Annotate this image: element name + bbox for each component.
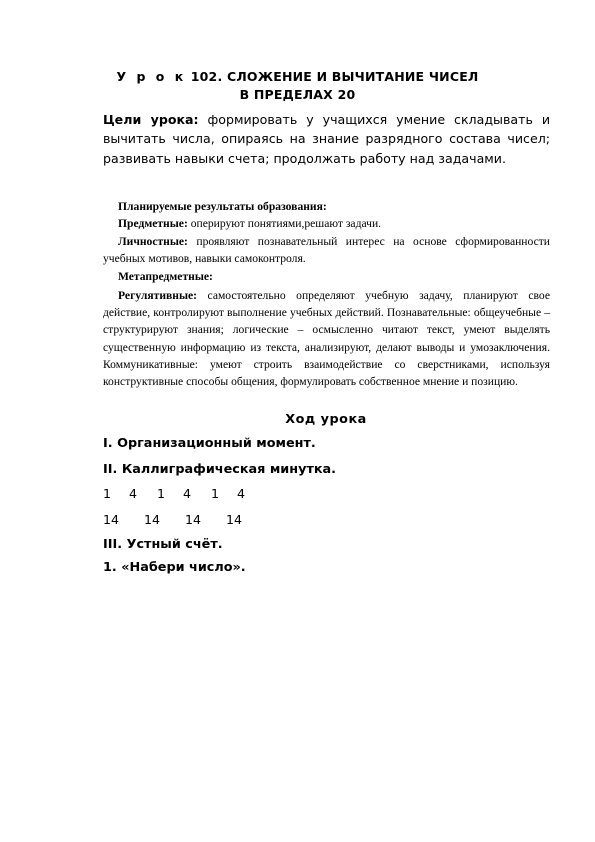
regulative-text: самостоятельно определяют учебную задачу, планируют свое действие, контролируют выполнение учебных действий. Познавательные: общеучебные – структурируют знания; логические – осмысленно читают текст, умеют выделять существенную информацию из текста, анализируют, делают выводы и умозаключения. Коммуникативные: умеют строить взаимодействие со сверстниками, используя конструктивные способы общения, формулировать собственное мнение и позицию. [103, 289, 550, 389]
digit: 4 [183, 486, 192, 501]
regulative-results [103, 287, 550, 390]
task-dial-number: 1. «Набери число». [103, 560, 246, 575]
digit: 1 [103, 486, 112, 501]
planned-results-heading: Планируемые результаты образования: [118, 200, 327, 213]
number: 14 [103, 512, 120, 527]
number: 14 [144, 512, 161, 527]
personal-label: Личностные: [118, 235, 188, 248]
stage-calligraphy: II. Каллиграфическая минутка. [103, 462, 337, 477]
subject-label: Предметные: [118, 217, 188, 230]
goals-text: формировать у учащихся умение складывать и вычитать числа, опираясь на знание разрядного состава чисел; развивать навыки счета; продолжать работу над задачами. [103, 112, 551, 166]
number: 14 [185, 512, 202, 527]
subject-results [103, 215, 550, 232]
number: 14 [226, 512, 243, 527]
personal-results [103, 233, 550, 267]
digit: 1 [211, 486, 220, 501]
personal-text: проявляют познавательный интерес на основе сформированности учебных мотивов, навыки самоконтроля. [103, 235, 550, 266]
digit: 4 [129, 486, 138, 501]
stage-organizational: I. Организационный момент. [103, 436, 316, 451]
digit: 4 [237, 486, 246, 501]
lesson-goals [103, 110, 550, 168]
regulative-label: Регулятивные: [118, 289, 197, 302]
meta-heading: Метапредметные: [118, 270, 213, 283]
lesson-title-line2: В ПРЕДЕЛАХ 20 [239, 87, 356, 102]
lesson-topic: 102. СЛОЖЕНИЕ И ВЫЧИТАНИЕ ЧИСЕЛ [186, 69, 479, 84]
digit: 1 [157, 486, 166, 501]
lesson-word: У р о к [116, 69, 187, 84]
subject-text: оперируют понятиями,решают задачи. [187, 217, 382, 230]
lesson-course-heading: Ход урока [285, 412, 367, 427]
goals-label: Цели урока: [103, 112, 199, 127]
lesson-title-line1 [0, 69, 595, 84]
stage-oral-count: III. Устный счёт. [103, 537, 223, 552]
